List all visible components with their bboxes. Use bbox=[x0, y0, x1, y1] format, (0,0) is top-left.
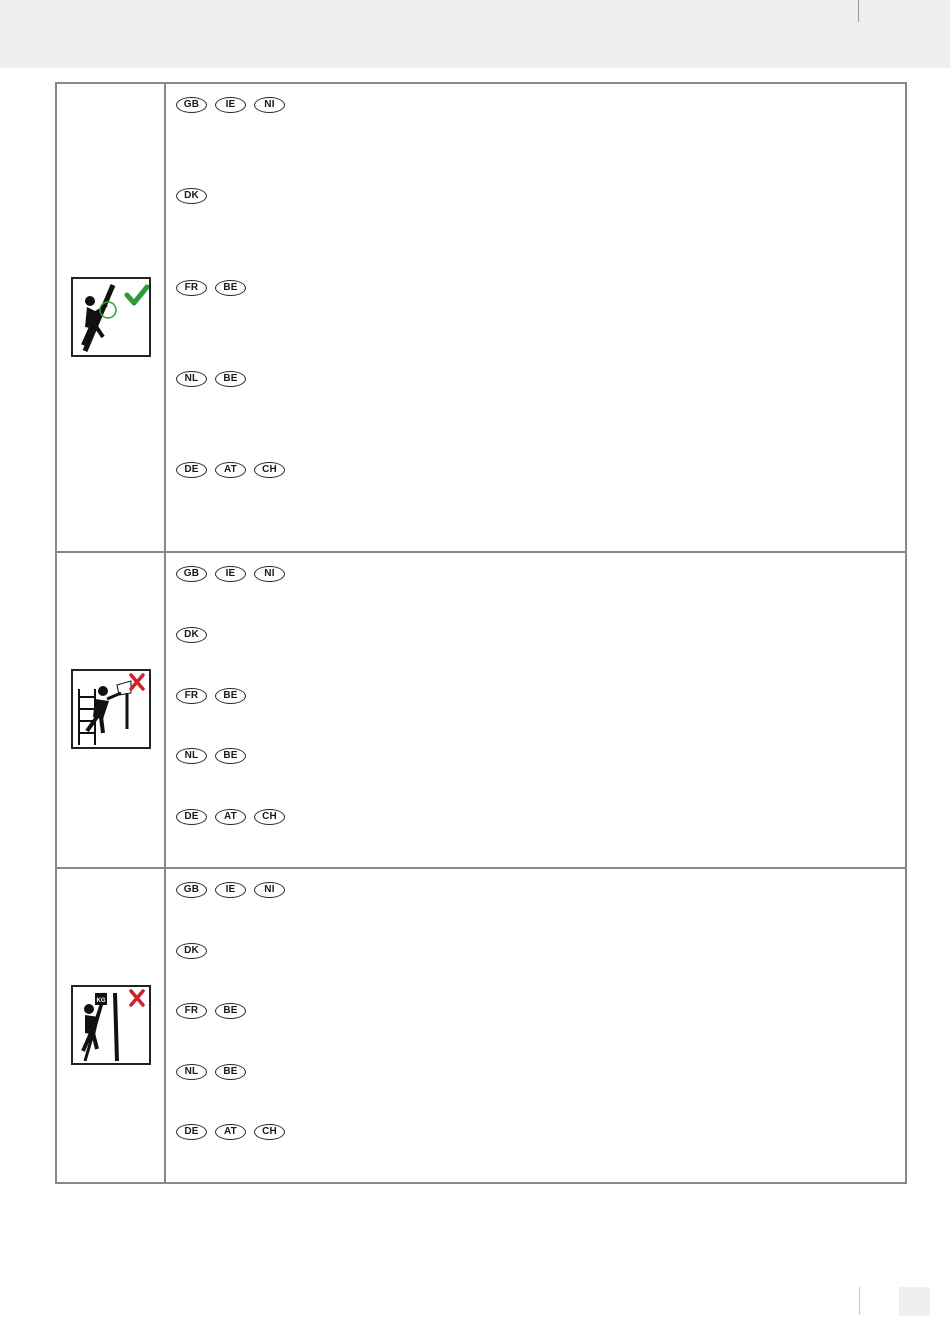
country-badge-gb: GB bbox=[176, 566, 207, 582]
text-cell bbox=[166, 84, 905, 551]
table-row bbox=[57, 84, 905, 551]
table-row bbox=[57, 867, 905, 1182]
page-number-box bbox=[899, 1287, 930, 1316]
country-badge-nl: NL bbox=[176, 1064, 207, 1080]
text-cell bbox=[166, 553, 905, 867]
language-group bbox=[176, 627, 215, 643]
language-group bbox=[176, 809, 293, 825]
footer-divider bbox=[859, 1287, 860, 1315]
language-group bbox=[176, 371, 254, 387]
country-badge-ni: NI bbox=[254, 566, 285, 582]
language-group bbox=[176, 1064, 254, 1080]
country-badge-ni: NI bbox=[254, 97, 285, 113]
safety-instruction-table bbox=[55, 82, 907, 1184]
country-badge-at: AT bbox=[215, 462, 246, 478]
header-divider bbox=[858, 0, 859, 22]
country-badge-dk: DK bbox=[176, 627, 207, 643]
country-badge-ie: IE bbox=[215, 882, 246, 898]
icon-cell bbox=[57, 84, 166, 551]
country-badge-fr: FR bbox=[176, 688, 207, 704]
country-badge-dk: DK bbox=[176, 943, 207, 959]
text-cell bbox=[166, 869, 905, 1182]
country-badge-dk: DK bbox=[176, 188, 207, 204]
language-group bbox=[176, 688, 254, 704]
country-badge-ch: CH bbox=[254, 809, 285, 825]
icon-cell bbox=[57, 553, 166, 867]
language-group bbox=[176, 882, 293, 898]
icon-cell bbox=[57, 869, 166, 1182]
country-badge-at: AT bbox=[215, 1124, 246, 1140]
country-badge-nl: NL bbox=[176, 748, 207, 764]
language-group bbox=[176, 566, 293, 582]
kg-label: KG bbox=[96, 998, 106, 1004]
country-badge-de: DE bbox=[176, 1124, 207, 1140]
table-row bbox=[57, 551, 905, 867]
country-badge-be: BE bbox=[215, 688, 246, 704]
language-group bbox=[176, 462, 293, 478]
language-group bbox=[176, 748, 254, 764]
country-badge-gb: GB bbox=[176, 97, 207, 113]
language-group bbox=[176, 1124, 293, 1140]
country-badge-be: BE bbox=[215, 748, 246, 764]
country-badge-ie: IE bbox=[215, 97, 246, 113]
language-group bbox=[176, 1003, 254, 1019]
language-group bbox=[176, 280, 254, 296]
country-badge-be: BE bbox=[215, 1003, 246, 1019]
ladder-correct-use-icon bbox=[71, 277, 151, 357]
country-badge-de: DE bbox=[176, 462, 207, 478]
country-badge-ie: IE bbox=[215, 566, 246, 582]
country-badge-be: BE bbox=[215, 371, 246, 387]
country-badge-ch: CH bbox=[254, 462, 285, 478]
language-group bbox=[176, 97, 293, 113]
country-badge-at: AT bbox=[215, 809, 246, 825]
language-group bbox=[176, 943, 215, 959]
country-badge-ch: CH bbox=[254, 1124, 285, 1140]
ladder-overreach-wrong-icon bbox=[71, 669, 151, 749]
country-badge-be: BE bbox=[215, 280, 246, 296]
country-badge-fr: FR bbox=[176, 280, 207, 296]
ladder-carry-load-wrong-icon bbox=[71, 985, 151, 1065]
country-badge-nl: NL bbox=[176, 371, 207, 387]
country-badge-gb: GB bbox=[176, 882, 207, 898]
language-group bbox=[176, 188, 215, 204]
page-header-bar bbox=[0, 0, 950, 68]
header-page-marker bbox=[900, 0, 930, 22]
country-badge-de: DE bbox=[176, 809, 207, 825]
country-badge-be: BE bbox=[215, 1064, 246, 1080]
country-badge-ni: NI bbox=[254, 882, 285, 898]
country-badge-fr: FR bbox=[176, 1003, 207, 1019]
